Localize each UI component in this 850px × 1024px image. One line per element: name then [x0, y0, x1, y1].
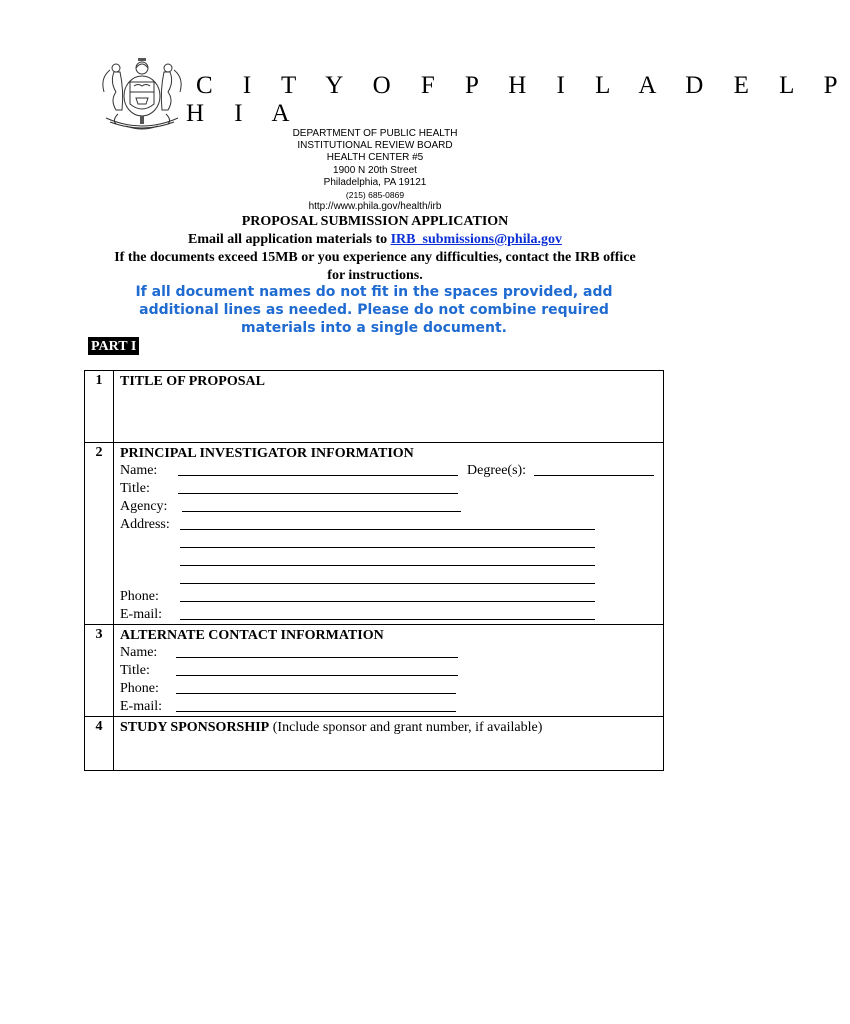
pi-address-row [120, 534, 663, 552]
field-label: Phone: [120, 681, 159, 696]
section-number: 1 [85, 371, 114, 443]
dept-phone: (215) 685-0869 [345, 190, 405, 201]
section-title-row [85, 371, 664, 443]
dept-line: Philadelphia, PA 19121 [323, 176, 427, 188]
alt-phone-row [120, 680, 663, 698]
alt-contact-cell [114, 625, 664, 717]
field-label: E-mail: [120, 699, 162, 714]
section-alt-contact-row [85, 625, 664, 717]
pi-address-row [120, 552, 663, 570]
pi-address-input[interactable] [180, 516, 595, 530]
sponsorship-note: (Include sponsor and grant number, if available) [269, 720, 543, 735]
pi-title-row [120, 480, 663, 498]
pi-agency-row [120, 498, 663, 516]
pi-title-input[interactable] [178, 480, 458, 494]
section-number: 3 [85, 625, 114, 717]
proposal-form-table [84, 370, 664, 771]
field-label: Name: [120, 645, 158, 660]
pi-address-row [120, 570, 663, 588]
study-sponsorship-field[interactable] [114, 717, 664, 771]
section-title: ALTERNATE CONTACT INFORMATION [120, 628, 384, 643]
city-title-line2: H I A [186, 100, 302, 127]
alt-email-row [120, 698, 663, 716]
pi-phone-row [120, 588, 663, 606]
field-label: Degree(s): [467, 463, 527, 478]
field-label: Title: [120, 663, 150, 678]
section-title [120, 719, 663, 736]
field-label: Address: [120, 517, 170, 532]
section-number: 2 [85, 443, 114, 625]
dept-line: HEALTH CENTER #5 [326, 152, 424, 164]
section-title: TITLE OF PROPOSAL [120, 374, 265, 389]
pi-phone-input[interactable] [180, 588, 595, 602]
pi-address-input[interactable] [180, 552, 595, 566]
field-label: Name: [120, 463, 158, 478]
sponsorship-title: STUDY SPONSORSHIP [120, 720, 270, 735]
pi-agency-input[interactable] [182, 498, 461, 512]
pi-name-input[interactable] [178, 462, 458, 476]
part-label: PART I [88, 337, 139, 355]
field-label: Phone: [120, 589, 159, 604]
section-sponsorship-row [85, 717, 664, 771]
size-note-line2: for instructions. [327, 268, 423, 283]
dept-line: INSTITUTIONAL REVIEW BOARD [297, 140, 453, 152]
city-seal-logo [96, 52, 188, 132]
alt-phone-input[interactable] [176, 680, 456, 694]
title-of-proposal-field[interactable] [114, 371, 664, 443]
pi-email-input[interactable] [180, 606, 595, 620]
section-pi-row [85, 443, 664, 625]
dept-url: http://www.phila.gov/health/irb [308, 201, 442, 213]
section-number: 4 [85, 717, 114, 771]
pi-address-input[interactable] [180, 570, 595, 584]
pi-address-row [120, 516, 663, 534]
alt-name-row [120, 644, 663, 662]
size-note-line1: If the documents exceed 15MB or you experience any difficulties, contact the IRB office [114, 250, 636, 265]
field-label: E-mail: [120, 607, 162, 622]
pi-address-input[interactable] [180, 534, 595, 548]
irb-email-link[interactable]: IRB_submissions@phila.gov [390, 232, 562, 247]
pi-email-row [120, 606, 663, 624]
field-label: Agency: [120, 499, 168, 514]
email-prefix: Email all application materials to [188, 232, 391, 247]
alt-email-input[interactable] [176, 698, 456, 712]
section-title: PRINCIPAL INVESTIGATOR INFORMATION [120, 446, 414, 461]
department-address-block [200, 128, 550, 213]
dept-line: DEPARTMENT OF PUBLIC HEALTH [292, 128, 458, 139]
city-title-line1: C I T Y O F P H I L A D E L P [196, 72, 850, 99]
document-names-note: If all document names do not fit in the spaces provided, add additional lines as needed. Please do not combine required materials into a single document. [135, 284, 613, 336]
dept-line: 1900 N 20th Street [333, 164, 417, 176]
email-instruction [60, 231, 690, 249]
alt-title-input[interactable] [176, 662, 458, 676]
pi-name-row [120, 462, 663, 480]
alt-title-row [120, 662, 663, 680]
alt-name-input[interactable] [176, 644, 458, 658]
field-label: Title: [120, 481, 150, 496]
pi-info-cell [114, 443, 664, 625]
pi-degree-input[interactable] [534, 462, 654, 476]
form-title: PROPOSAL SUBMISSION APPLICATION [241, 214, 509, 229]
